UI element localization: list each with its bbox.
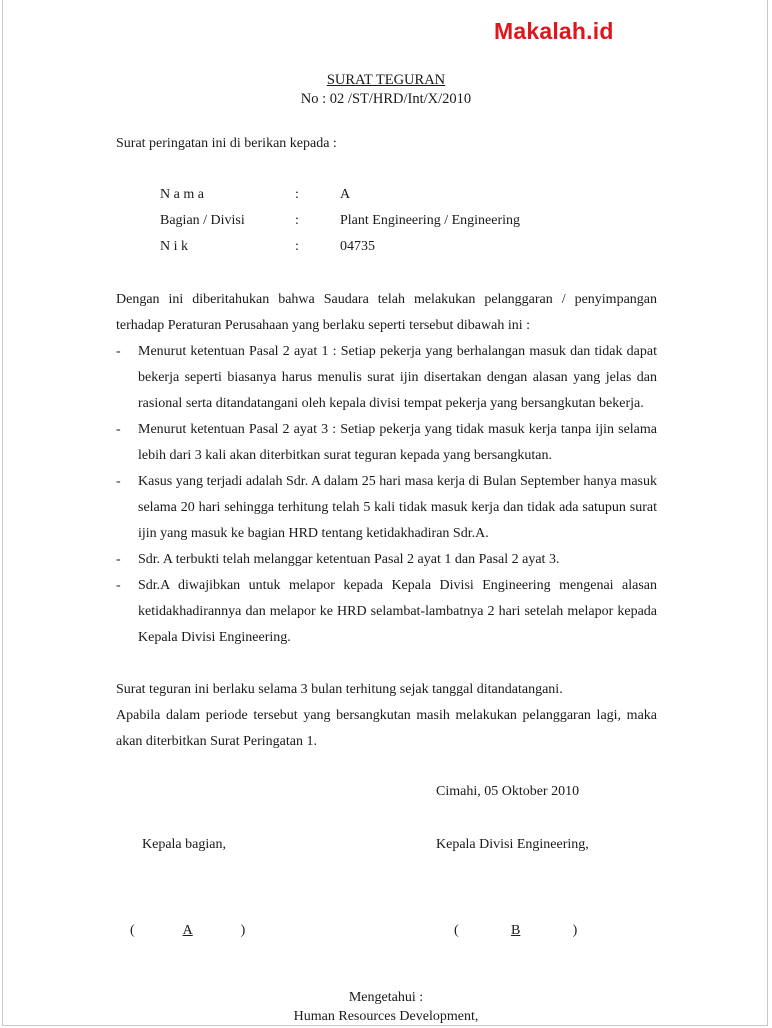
watermark-logo: Makalah.id — [494, 18, 614, 44]
list-item — [116, 417, 657, 469]
bullet-dash: - — [116, 422, 121, 437]
list-item-text: Menurut ketentuan Pasal 2 ayat 3 : Setiap pekerja yang tidak masuk kerja tanpa ijin selama lebih dari 3 kali akan diterbitkan surat teguran kepada yang bersangkutan. — [138, 422, 657, 463]
paragraph-text: Dengan ini diberitahukan bahwa Saudara telah melakukan pelanggaran / penyimpangan terhadap Peraturan Perusahaan yang berlaku seperti tersebut dibawah ini : — [116, 292, 657, 333]
violation-list — [116, 339, 657, 651]
acknowledged-label: Mengetahui : — [348, 990, 424, 1005]
field-colon: : — [295, 213, 299, 228]
place-date: Cimahi, 05 Oktober 2010 — [436, 784, 580, 799]
field-label-nik: N i k — [160, 239, 188, 254]
field-value-divisi: Plant Engineering / Engineering — [340, 213, 521, 228]
list-item-text: Sdr.A diwajibkan untuk melapor kepada Kepala Divisi Engineering mengenai alasan ketidakhadirannya dan melapor ke HRD selambat-lambatnya 2 hari setelah melapor kepada Kepala Divisi Engineering. — [138, 578, 657, 645]
bullet-dash: - — [116, 474, 121, 489]
bullet-dash: - — [116, 578, 121, 593]
field-value-nik: 04735 — [340, 239, 375, 254]
signatory-left-title: Kepala bagian, — [142, 837, 226, 852]
closing-paragraphs — [116, 677, 657, 755]
open-paren: ( — [130, 923, 135, 938]
left-name: A — [182, 923, 193, 938]
open-paren: ( — [454, 923, 459, 938]
letter-title: SURAT TEGURAN — [326, 72, 446, 88]
hrd-label: Human Resources Development, — [293, 1009, 479, 1024]
close-paren: ) — [240, 923, 246, 938]
list-item — [116, 339, 657, 417]
list-item-text: Sdr. A terbukti telah melanggar ketentuan Pasal 2 ayat 1 dan Pasal 2 ayat 3. — [138, 552, 560, 567]
field-colon: : — [295, 187, 299, 202]
list-item — [116, 469, 657, 547]
field-label-nama: N a m a — [160, 187, 204, 202]
signatory-right-title: Kepala Divisi Engineering, — [436, 837, 589, 852]
notice-paragraph — [116, 287, 657, 339]
letter-number: No : 02 /ST/HRD/Int/X/2010 — [300, 91, 472, 107]
bullet-dash: - — [116, 344, 121, 359]
right-name: B — [511, 923, 521, 938]
field-label-divisi: Bagian / Divisi — [160, 213, 245, 228]
list-item-text: Menurut ketentuan Pasal 2 ayat 1 : Setiap pekerja yang berhalangan masuk dan tidak dapat bekerja seperti biasanya harus menulis surat ijin disertakan dengan alasan yang jelas dan rasional serta ditandatangani oleh kepala divisi tempat pekerja yang bersangkutan bekerja. — [138, 344, 657, 411]
closing-validity: Surat teguran ini berlaku selama 3 bulan terhitung sejak tanggal ditandatangani. — [116, 682, 563, 697]
closing-warning: Apabila dalam periode tersebut yang bersangkutan masih melakukan pelanggaran lagi, maka akan diterbitkan Surat Peringatan 1. — [116, 708, 657, 749]
list-item-text: Kasus yang terjadi adalah Sdr. A dalam 25 hari masa kerja di Bulan September hanya masuk selama 20 hari sehingga terhitung telah 5 kali tidak masuk kerja dan tidak ada satupun surat ijin yang masuk ke bagian HRD tentang ketidakhadiran Sdr.A. — [138, 474, 657, 541]
bullet-dash: - — [116, 552, 121, 567]
signatory-right-name — [454, 923, 577, 939]
field-colon: : — [295, 239, 299, 254]
close-paren: ) — [572, 923, 578, 938]
intro-text: Surat peringatan ini di berikan kepada : — [116, 136, 337, 151]
field-value-nama: A — [340, 187, 351, 202]
list-item — [116, 547, 657, 573]
signatory-left-name — [130, 923, 245, 939]
list-item — [116, 573, 657, 651]
